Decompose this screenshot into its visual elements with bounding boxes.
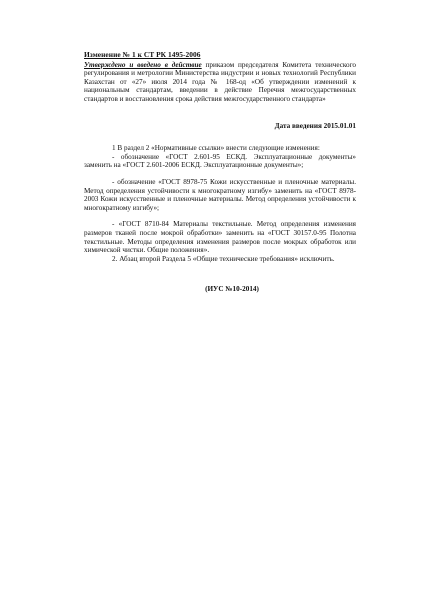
- document-title: Изменение № 1 к СТ РК 1495-2006: [84, 50, 201, 59]
- change-paragraph-3: - обозначение «ГОСТ 8978-75 Кожи искусственные и пленочные материалы. Метод определения устойчивости к многократному изгибу» заменить на «ГОСТ 8978-2003 Кожи искусственные и пленочные материалы. Метод определения устойчивости к многократному изгибу»;: [84, 177, 356, 212]
- changes-body: [84, 144, 356, 263]
- effective-date: Дата введения 2015.01.01: [274, 121, 356, 130]
- document-content: [84, 51, 356, 294]
- change-paragraph-4: - «ГОСТ 8710-84 Материалы текстильные. Метод определения изменения размеров тканей после мокрой обработки» заменить на «ГОСТ 30157.0-95 Полотна текстильные. Методы определения изменения размеров после мокрых обработок или химической чистки. Общие положения».: [84, 220, 356, 255]
- approval-paragraph: [84, 61, 356, 104]
- ius-reference: (ИУС №10-2014): [205, 285, 259, 294]
- approval-text: приказом председателя Комитета технического регулирования и метрологии Министерства индустрии и новых технологий Республики Казахстан от «27» июля 2014 года № 168-од «Об утверждении изменений к национальным стандартам, введении в действие Перечня межгосударственных стандартов и восстановления срока действия межгосударственного стандарта»: [84, 60, 356, 103]
- change-paragraph-1: 1 В раздел 2 «Нормативные ссылки» внести следующие изменения:: [112, 144, 320, 153]
- change-paragraph-2: - обозначение «ГОСТ 2.601-95 ЕСКД. Эксплуатационные документы» заменить на «ГОСТ 2.601-2006 ЕСКД. Эксплуатационные документы»;: [84, 152, 356, 170]
- approval-lead: Утверждено и введено в действие: [84, 60, 202, 69]
- change-paragraph-5: 2. Абзац второй Раздела 5 «Общие технические требования» исключить.: [112, 254, 335, 263]
